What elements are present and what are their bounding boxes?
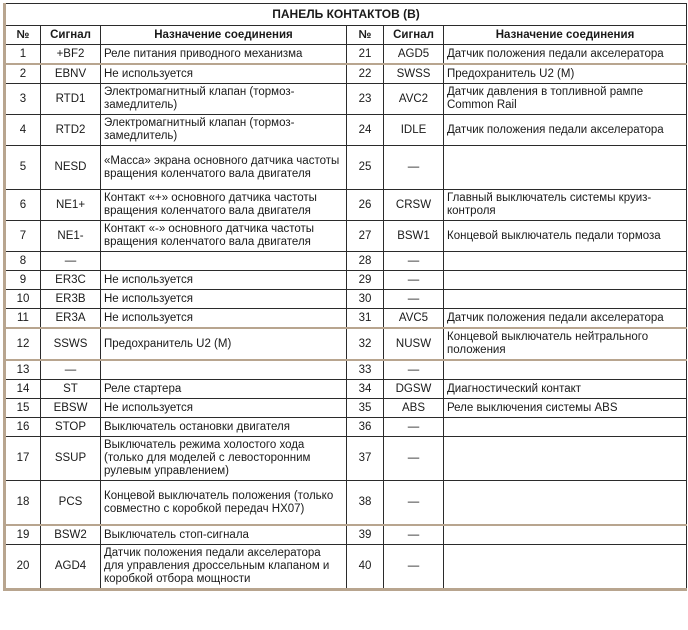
- left-num-cell: 18: [5, 481, 41, 526]
- right-purpose-cell: Концевой выключатель педали тормоза: [444, 221, 687, 252]
- right-purpose-cell: Датчик положения педали акселератора: [444, 309, 687, 329]
- header-num-right: №: [347, 26, 384, 45]
- right-num-cell: 24: [347, 115, 384, 146]
- table-row: [5, 190, 687, 221]
- left-signal-cell: RTD2: [41, 115, 101, 146]
- right-purpose-cell: Концевой выключатель нейтрального положения: [444, 328, 687, 360]
- right-signal-cell: AGD5: [384, 45, 444, 65]
- right-signal-cell: NUSW: [384, 328, 444, 360]
- right-signal-cell: BSW1: [384, 221, 444, 252]
- right-signal-cell: ABS: [384, 399, 444, 418]
- right-num-cell: 32: [347, 328, 384, 360]
- table-row: [5, 328, 687, 360]
- left-signal-cell: EBSW: [41, 399, 101, 418]
- left-signal-cell: —: [41, 252, 101, 271]
- right-purpose-cell: [444, 545, 687, 590]
- left-num-cell: 9: [5, 271, 41, 290]
- left-purpose-cell: Предохранитель U2 (M): [101, 328, 347, 360]
- left-num-cell: 17: [5, 437, 41, 481]
- left-purpose-cell: Концевой выключатель положения (только совместно с коробкой передач HX07): [101, 481, 347, 526]
- left-purpose-cell: Выключатель режима холостого хода (только для моделей с левосторонним рулевым управлением): [101, 437, 347, 481]
- table-row: [5, 290, 687, 309]
- right-signal-cell: —: [384, 437, 444, 481]
- left-signal-cell: PCS: [41, 481, 101, 526]
- left-purpose-cell: [101, 252, 347, 271]
- left-signal-cell: AGD4: [41, 545, 101, 590]
- right-purpose-cell: Предохранитель U2 (M): [444, 64, 687, 84]
- right-num-cell: 39: [347, 525, 384, 545]
- right-signal-cell: —: [384, 545, 444, 590]
- right-signal-cell: —: [384, 290, 444, 309]
- left-purpose-cell: Реле питания приводного механизма: [101, 45, 347, 65]
- table-row: [5, 545, 687, 590]
- right-signal-cell: AVC2: [384, 84, 444, 115]
- table-row: [5, 309, 687, 329]
- left-signal-cell: STOP: [41, 418, 101, 437]
- left-purpose-cell: Выключатель остановки двигателя: [101, 418, 347, 437]
- right-num-cell: 40: [347, 545, 384, 590]
- table-row: [5, 481, 687, 526]
- left-signal-cell: —: [41, 360, 101, 380]
- right-signal-cell: —: [384, 146, 444, 190]
- right-purpose-cell: [444, 437, 687, 481]
- right-purpose-cell: [444, 481, 687, 526]
- header-signal-right: Сигнал: [384, 26, 444, 45]
- left-purpose-cell: Не используется: [101, 399, 347, 418]
- table-row: [5, 84, 687, 115]
- table-body: [5, 45, 687, 590]
- table-row: [5, 271, 687, 290]
- right-purpose-cell: [444, 252, 687, 271]
- right-num-cell: 37: [347, 437, 384, 481]
- left-purpose-cell: Контакт «+» основного датчика частоты вращения коленчатого вала двигателя: [101, 190, 347, 221]
- right-purpose-cell: Главный выключатель системы круиз-контроля: [444, 190, 687, 221]
- right-num-cell: 22: [347, 64, 384, 84]
- right-purpose-cell: Датчик давления в топливной рампе Common Rail: [444, 84, 687, 115]
- right-num-cell: 35: [347, 399, 384, 418]
- right-purpose-cell: Реле выключения системы ABS: [444, 399, 687, 418]
- right-signal-cell: SWSS: [384, 64, 444, 84]
- left-num-cell: 15: [5, 399, 41, 418]
- table-row: [5, 418, 687, 437]
- right-signal-cell: CRSW: [384, 190, 444, 221]
- left-purpose-cell: «Масса» экрана основного датчика частоты вращения коленчатого вала двигателя: [101, 146, 347, 190]
- left-signal-cell: SSUP: [41, 437, 101, 481]
- right-purpose-cell: [444, 360, 687, 380]
- table-row: [5, 221, 687, 252]
- right-num-cell: 27: [347, 221, 384, 252]
- header-num-left: №: [5, 26, 41, 45]
- left-num-cell: 2: [5, 64, 41, 84]
- left-signal-cell: ST: [41, 380, 101, 399]
- right-purpose-cell: [444, 418, 687, 437]
- left-num-cell: 11: [5, 309, 41, 329]
- right-num-cell: 34: [347, 380, 384, 399]
- table-row: [5, 45, 687, 65]
- left-num-cell: 10: [5, 290, 41, 309]
- right-num-cell: 31: [347, 309, 384, 329]
- left-purpose-cell: Не используется: [101, 309, 347, 329]
- right-num-cell: 29: [347, 271, 384, 290]
- left-purpose-cell: Датчик положения педали акселератора для управления дроссельным клапаном и коробкой отбора мощности: [101, 545, 347, 590]
- left-signal-cell: EBNV: [41, 64, 101, 84]
- left-num-cell: 8: [5, 252, 41, 271]
- right-signal-cell: AVC5: [384, 309, 444, 329]
- right-purpose-cell: [444, 271, 687, 290]
- left-purpose-cell: Контакт «-» основного датчика частоты вращения коленчатого вала двигателя: [101, 221, 347, 252]
- table-row: [5, 146, 687, 190]
- right-signal-cell: —: [384, 252, 444, 271]
- right-num-cell: 38: [347, 481, 384, 526]
- table-row: [5, 360, 687, 380]
- left-signal-cell: SSWS: [41, 328, 101, 360]
- left-num-cell: 14: [5, 380, 41, 399]
- contact-panel-table: [3, 3, 687, 591]
- right-num-cell: 21: [347, 45, 384, 65]
- table-title: ПАНЕЛЬ КОНТАКТОВ (B): [5, 4, 687, 26]
- table-row: [5, 437, 687, 481]
- right-purpose-cell: Диагностический контакт: [444, 380, 687, 399]
- table-row: [5, 252, 687, 271]
- left-num-cell: 12: [5, 328, 41, 360]
- right-num-cell: 33: [347, 360, 384, 380]
- header-row: [5, 26, 687, 45]
- left-num-cell: 19: [5, 525, 41, 545]
- left-num-cell: 16: [5, 418, 41, 437]
- right-signal-cell: —: [384, 360, 444, 380]
- right-signal-cell: —: [384, 271, 444, 290]
- left-purpose-cell: Электромагнитный клапан (тормоз-замедлитель): [101, 84, 347, 115]
- right-num-cell: 25: [347, 146, 384, 190]
- right-signal-cell: —: [384, 481, 444, 526]
- left-purpose-cell: Не используется: [101, 271, 347, 290]
- right-num-cell: 23: [347, 84, 384, 115]
- left-signal-cell: ER3C: [41, 271, 101, 290]
- left-signal-cell: BSW2: [41, 525, 101, 545]
- right-purpose-cell: [444, 146, 687, 190]
- right-purpose-cell: [444, 525, 687, 545]
- table-row: [5, 399, 687, 418]
- right-purpose-cell: Датчик положения педали акселератора: [444, 115, 687, 146]
- left-signal-cell: ER3B: [41, 290, 101, 309]
- left-purpose-cell: Электромагнитный клапан (тормоз-замедлитель): [101, 115, 347, 146]
- left-purpose-cell: Выключатель стоп-сигнала: [101, 525, 347, 545]
- right-signal-cell: DGSW: [384, 380, 444, 399]
- right-signal-cell: —: [384, 525, 444, 545]
- right-num-cell: 26: [347, 190, 384, 221]
- table-row: [5, 115, 687, 146]
- left-signal-cell: RTD1: [41, 84, 101, 115]
- left-num-cell: 3: [5, 84, 41, 115]
- left-num-cell: 13: [5, 360, 41, 380]
- left-num-cell: 4: [5, 115, 41, 146]
- left-purpose-cell: Не используется: [101, 290, 347, 309]
- left-signal-cell: NE1-: [41, 221, 101, 252]
- table-row: [5, 525, 687, 545]
- left-purpose-cell: Реле стартера: [101, 380, 347, 399]
- header-purpose-left: Назначение соединения: [101, 26, 347, 45]
- left-signal-cell: NE1+: [41, 190, 101, 221]
- left-signal-cell: ER3A: [41, 309, 101, 329]
- right-signal-cell: IDLE: [384, 115, 444, 146]
- left-num-cell: 6: [5, 190, 41, 221]
- header-signal-left: Сигнал: [41, 26, 101, 45]
- left-signal-cell: +BF2: [41, 45, 101, 65]
- right-num-cell: 28: [347, 252, 384, 271]
- right-purpose-cell: [444, 290, 687, 309]
- left-purpose-cell: Не используется: [101, 64, 347, 84]
- table-row: [5, 380, 687, 399]
- right-num-cell: 36: [347, 418, 384, 437]
- left-purpose-cell: [101, 360, 347, 380]
- right-signal-cell: —: [384, 418, 444, 437]
- right-num-cell: 30: [347, 290, 384, 309]
- left-num-cell: 1: [5, 45, 41, 65]
- table-row: [5, 64, 687, 84]
- header-purpose-right: Назначение соединения: [444, 26, 687, 45]
- left-num-cell: 7: [5, 221, 41, 252]
- right-purpose-cell: Датчик положения педали акселератора: [444, 45, 687, 65]
- left-signal-cell: NESD: [41, 146, 101, 190]
- left-num-cell: 5: [5, 146, 41, 190]
- left-num-cell: 20: [5, 545, 41, 590]
